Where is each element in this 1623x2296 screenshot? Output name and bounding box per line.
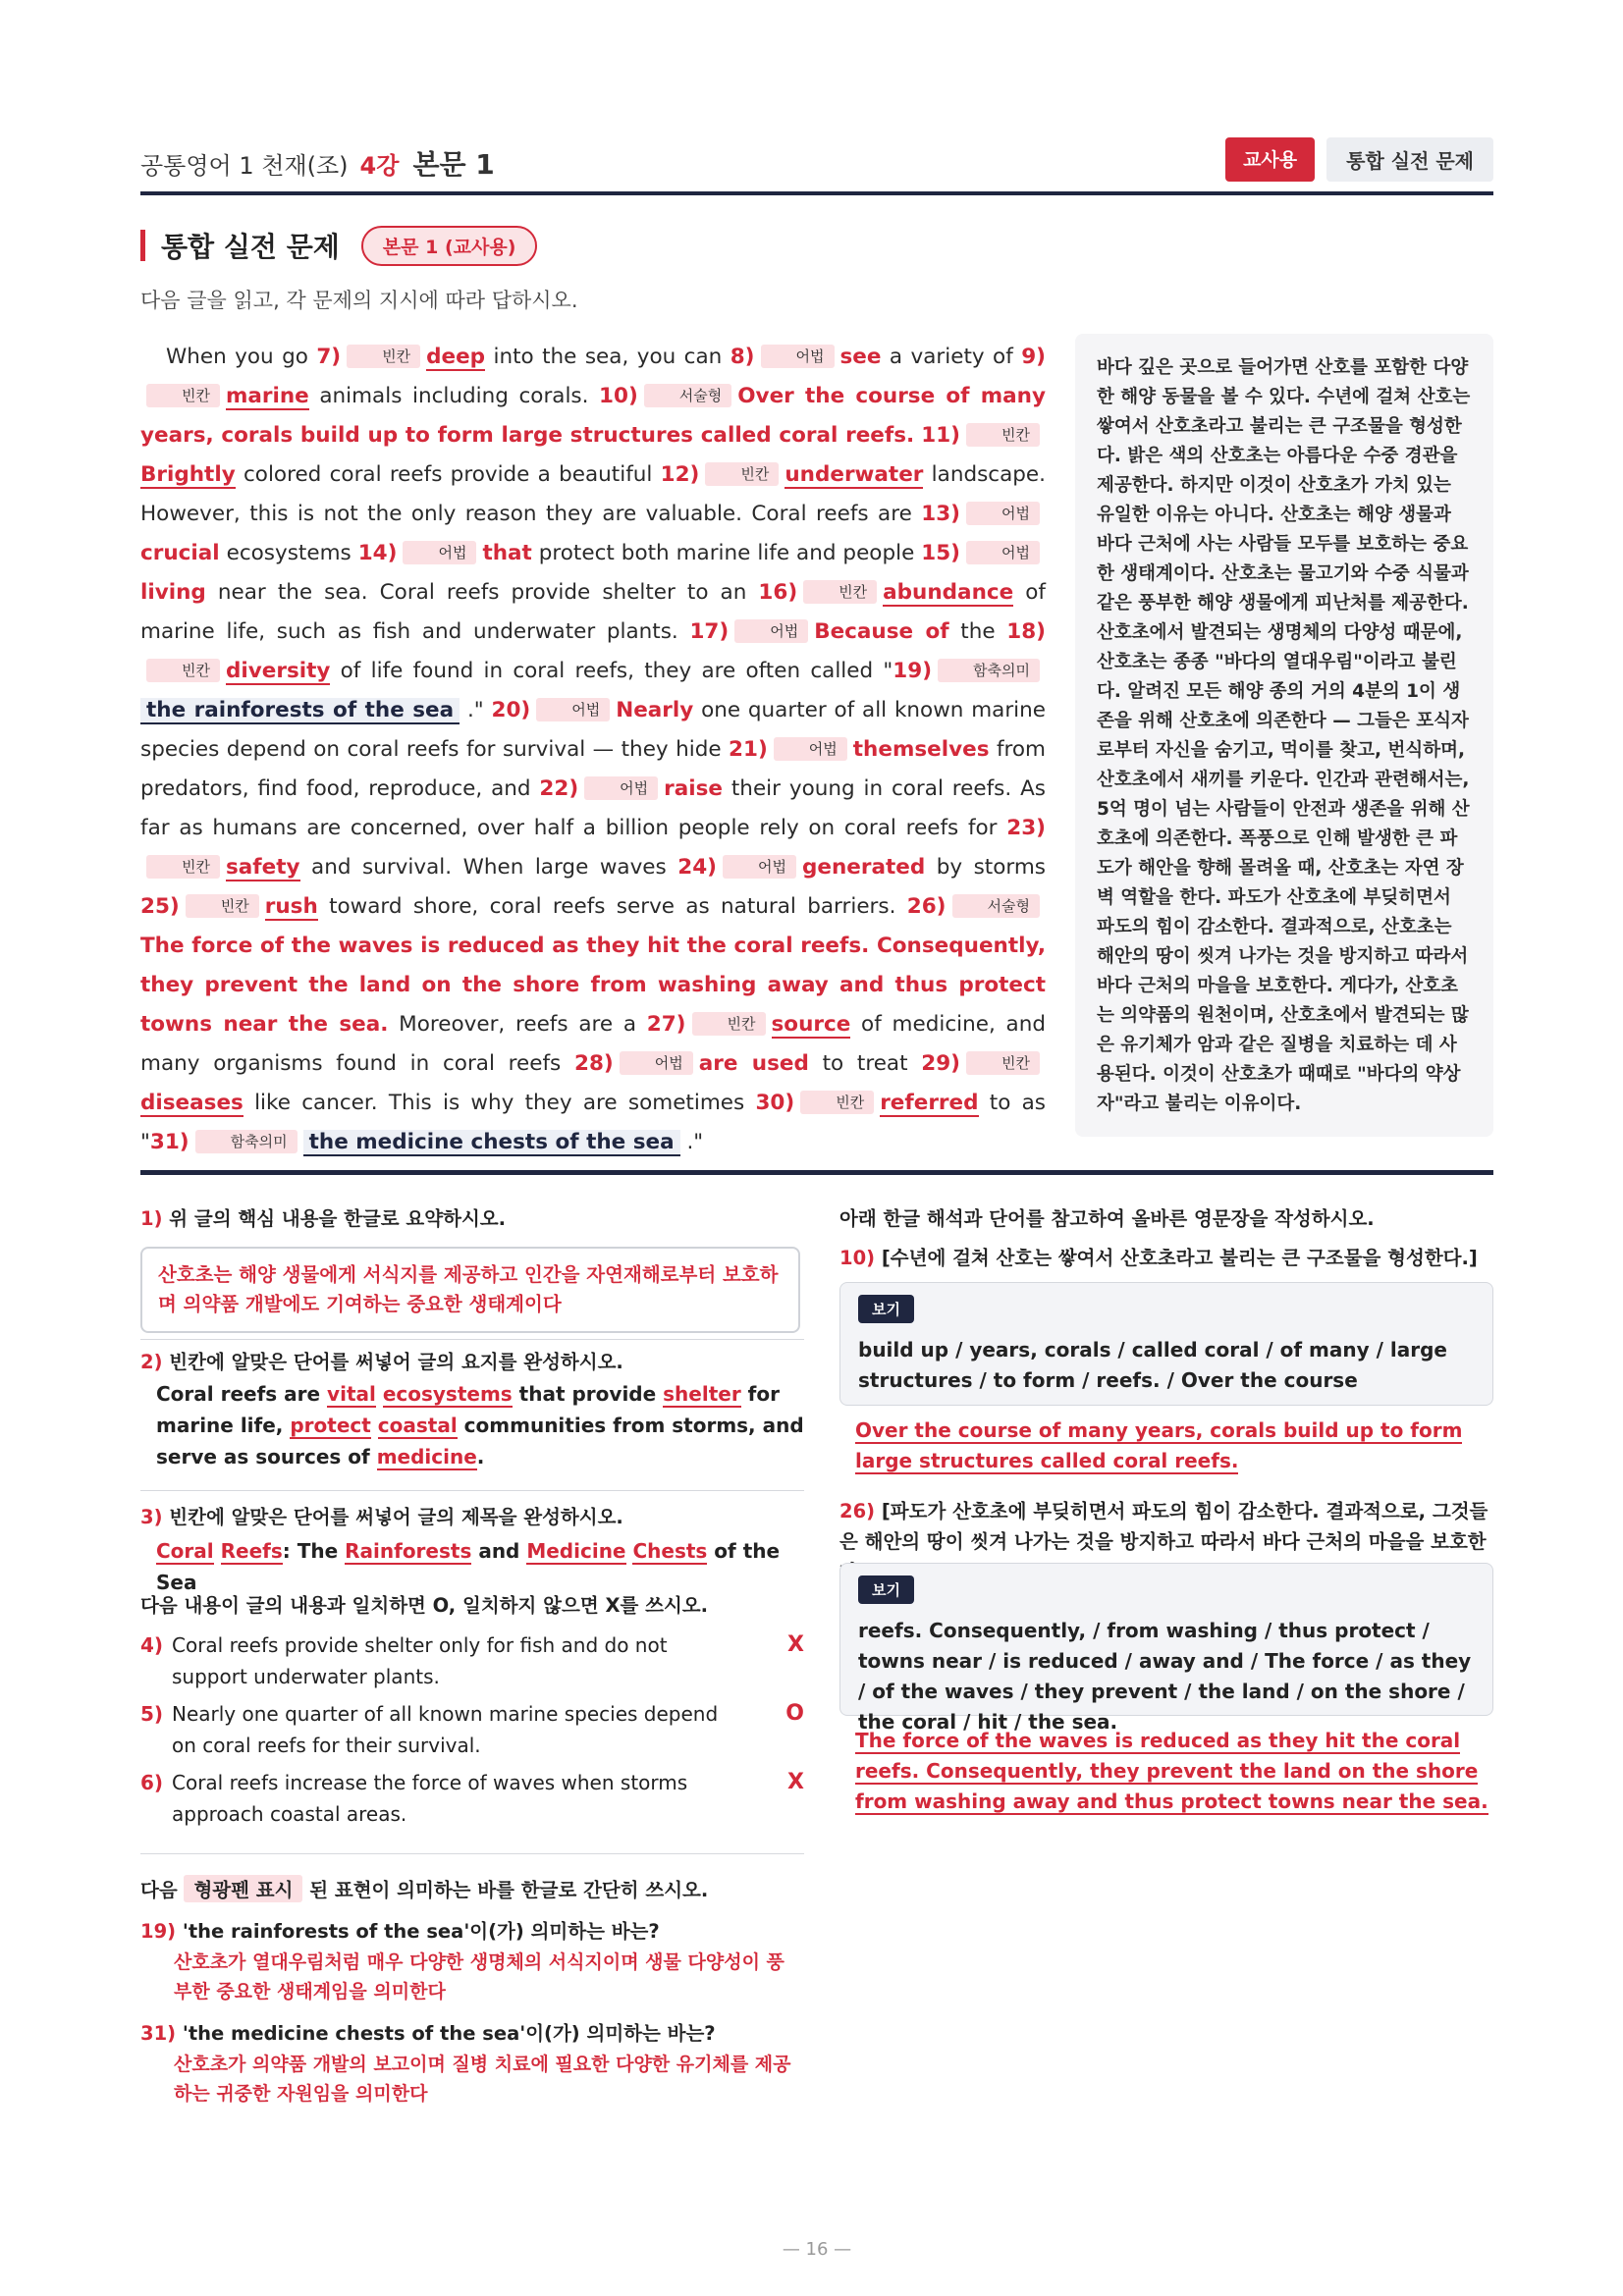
title-sentence — [156, 1535, 804, 1598]
question-text: [파도가 산호초에 부딪히면서 파도의 힘이 감소한다. 결과적으로, 그것들은 해안의 땅이 씻겨 나가는 것을 방지하고 따라서 바다 근처의 마을을 보호한 — [839, 1500, 1488, 1553]
answer-30: referred — [880, 1091, 979, 1115]
item-number: 5) — [140, 1702, 164, 1726]
passage-text: their young in coral reefs. As far as humans are concerned, over half a billion people rely on coral reefs for — [140, 776, 1046, 840]
item-mark: X — [787, 1770, 804, 1794]
fill-answer: coastal — [377, 1414, 458, 1437]
answer-text: Over the course of many years, corals build up to form large structures called coral reefs. — [855, 1418, 1463, 1472]
item-number: 19) — [893, 659, 933, 683]
separator — [140, 1490, 804, 1491]
item-mark: O — [785, 1701, 804, 1726]
page-number: — 16 — — [782, 2239, 852, 2260]
essay-tag: 서술형 — [952, 894, 1040, 918]
passage-text: ecosystems — [219, 541, 358, 565]
grammar-tag: 어법 — [620, 1051, 693, 1075]
blank-tag: 빈칸 — [146, 659, 220, 682]
fill-answer: Rainforests — [345, 1539, 472, 1563]
korean-translation: 바다 깊은 곳으로 들어가면 산호를 포함한 다양한 해양 동물을 볼 수 있다. 수년에 걸쳐 산호는 쌓여서 산호초라고 불리는 큰 구조물을 형성한다. 밝은 색의 산호초는 아름다운 수중 경관을 제공한다. 하지만 이것이 산호초가 가치 있는 유일한 이유는 아니다. 산호초는 해양 생물과 바다 근처에 사는 사람들 모두를 보호하는 중요한 생태계이다. 산호초는 물고기와 수중 식물과 같은 풍부한 해양 생물에게 피난처를 제공한다. 산호초에서 발견되는 생명체의 다양성 때문에, 산호초는 종종 "바다의 열대우림"이라고 불린다. 알려진 모든 해양 종의 거의 4분의 1이 생존을 위해 산호초에 의존한다 — 그들은 포식자로부터 자신을 숨기고, 먹이를 찾고, 번식하며, 산호초에서 새끼를 키운다. 인간과 관련해서는, 5억 명이 넘는 사람들이 안전과 생존을 위해 산호초에 의존한다. 폭풍으로 인해 발생한 큰 파도가 해안을 향해 몰려올 때, 산호초는 자연 장벽 역할을 한다. 파도가 산호초에 부딪히면서 파도의 힘이 감소한다. 결과적으로, 산호초는 해안의 땅이 씻겨 나가는 것을 방지하고 따라서 바다 근처의 마을을 보호한다. 게다가, 산호초는 의약품의 원천이며, 산호초에서 발견되는 많은 유기체가 암과 같은 질병을 치료하는 데 사용된다. 이것이 산호초가 때때로 "바다의 약상자"라고 불리는 이유이다. — [1075, 334, 1493, 1137]
answer-22: raise — [664, 776, 724, 801]
item-number: 18) — [1006, 619, 1046, 644]
highlight-19: the rainforests of the sea — [140, 698, 460, 724]
answer-24: generated — [801, 855, 926, 880]
grammar-tag: 어법 — [734, 619, 808, 643]
item-number: 30) — [755, 1091, 795, 1115]
passage-text: the — [948, 619, 1007, 644]
passage — [140, 338, 1046, 1162]
section-accent-bar — [140, 230, 145, 261]
passage-text: like cancer. This is why they are sometimes — [243, 1091, 756, 1115]
item-number: 9) — [1021, 345, 1046, 369]
fill-answer: shelter — [663, 1382, 741, 1406]
passage-text: protect both marine life and people — [531, 541, 922, 565]
grammar-tag: 어법 — [584, 776, 658, 800]
word-bank-26 — [839, 1563, 1493, 1734]
question-number: 1) — [140, 1207, 163, 1230]
passage-text: animals including corals. — [308, 384, 600, 408]
sentence-text — [214, 1539, 221, 1563]
item-number: 12) — [660, 462, 700, 487]
question-19 — [140, 1916, 660, 1944]
passage-text: of medicine, and many organisms found in coral reefs — [140, 1012, 1046, 1076]
answer-14: that — [482, 541, 532, 565]
answer-10: Over the course of many years, corals build up to form large structures called coral reefs. — [140, 384, 1046, 448]
question-number: 10) — [839, 1247, 876, 1269]
fill-answer: ecosystems — [382, 1382, 513, 1406]
answer-23: safety — [225, 855, 300, 880]
item-number: 26) — [906, 894, 947, 919]
section-pill: 본문 1 (교사용) — [361, 226, 538, 266]
question-text: [수년에 걸쳐 산호는 쌓여서 산호초라고 불리는 큰 구조물을 형성한다.] — [881, 1247, 1478, 1269]
fill-answer: Medicine — [526, 1539, 626, 1563]
question-1 — [140, 1203, 506, 1231]
blank-tag: 빈칸 — [186, 894, 259, 918]
divider-rule — [140, 1170, 1493, 1175]
question-number: 26) — [839, 1500, 876, 1522]
item-number: 13) — [921, 502, 961, 526]
question-2 — [140, 1347, 623, 1374]
meaning-tag: 함축의미 — [938, 659, 1040, 682]
blank-tag: 빈칸 — [146, 855, 220, 879]
summary-sentence — [156, 1378, 804, 1472]
passage-text: ." — [679, 1130, 704, 1154]
passage-text: into the sea, you can — [485, 345, 730, 369]
answer-11: Brightly — [140, 462, 236, 487]
item-number: 29) — [921, 1051, 961, 1076]
passage-text: near the sea. Coral reefs provide shelter to an — [205, 580, 759, 605]
fill-answer: vital — [327, 1382, 376, 1406]
blank-tag: 빈칸 — [692, 1012, 766, 1036]
grammar-tag: 어법 — [966, 541, 1040, 564]
passage-text: Moreover, reefs are a — [388, 1012, 647, 1037]
passage-text: to as " — [140, 1091, 1046, 1154]
item-number: 21) — [729, 737, 768, 762]
item-number: 6) — [140, 1771, 164, 1794]
answer-31-meaning: 산호초가 의약품 개발의 보고이며 질병 치료에 필요한 다양한 유기체를 제공하는 귀중한 자원임을 의미한다 — [174, 2054, 791, 2105]
item-number: 28) — [573, 1051, 614, 1076]
question-number: 19) — [140, 1920, 177, 1943]
item-mark: X — [787, 1632, 804, 1657]
blank-tag: 빈칸 — [966, 423, 1040, 447]
grammar-tag: 어법 — [966, 502, 1040, 525]
sentence-text: communities from storms, and serve as sources of — [156, 1414, 804, 1468]
passage-text: one quarter of all known marine species depend on coral reefs for survival — they hide — [140, 698, 1046, 762]
item-number: 31) — [149, 1130, 189, 1154]
answer-27: source — [771, 1012, 851, 1037]
separator — [140, 1339, 804, 1340]
highlight-pill: 형광펜 표시 — [184, 1875, 302, 1902]
answer-8: see — [839, 345, 882, 369]
passage-text: landscape. However, this is not the only reason they are valuable. Coral reefs are — [140, 462, 1046, 526]
blank-tag: 빈칸 — [705, 462, 779, 486]
question-text: 'the rainforests of the sea'이(가) 의미하는 바는? — [182, 1920, 660, 1943]
compose-instruction: 아래 한글 해석과 단어를 참고하여 올바른 영문장을 작성하시오. — [839, 1207, 1375, 1230]
blank-tag: 빈칸 — [347, 345, 420, 368]
passage-text: and survival. When large waves — [299, 855, 678, 880]
answer-10-sentence — [855, 1415, 1493, 1476]
sentence-text — [376, 1382, 383, 1406]
item-number: 8) — [730, 345, 755, 369]
section-name: 본문 1 — [412, 148, 495, 181]
meaning-instruction — [140, 1875, 708, 1902]
question-number: 31) — [140, 2022, 177, 2045]
passage-text: a variety of — [881, 345, 1022, 369]
passage-text: by storms — [925, 855, 1046, 880]
item-number: 15) — [921, 541, 961, 565]
page-header — [140, 135, 1493, 185]
answer-9: marine — [225, 384, 309, 408]
question-number: 3) — [140, 1506, 163, 1528]
item-number: 7) — [316, 345, 342, 369]
fill-answer: medicine — [376, 1445, 477, 1468]
answer-21: themselves — [852, 737, 990, 762]
item-number: 23) — [1006, 816, 1046, 840]
word-bank-10 — [839, 1282, 1493, 1406]
question-text: 'the medicine chests of the sea'이(가) 의미하는 바는? — [182, 2022, 716, 2045]
answer-20: Nearly — [616, 698, 694, 722]
teacher-badge: 교사용 — [1225, 137, 1315, 182]
blank-tag: 빈칸 — [966, 1051, 1040, 1075]
item-number: 27) — [646, 1012, 686, 1037]
item-text: Nearly one quarter of all known marine species depend on coral reefs for their survival. — [172, 1702, 719, 1757]
course-name: 공통영어 1 천재(조) — [140, 152, 349, 180]
question-3 — [140, 1502, 623, 1529]
tf-item — [140, 1629, 804, 1692]
passage-text: colored coral reefs provide a beautiful — [235, 462, 661, 487]
highlight-31: the medicine chests of the sea — [303, 1130, 680, 1156]
question-number: 2) — [140, 1351, 163, 1373]
passage-text: ." — [460, 698, 492, 722]
question-10 — [839, 1243, 1493, 1273]
fill-answer: Reefs — [220, 1539, 283, 1563]
instruction-text: 다음 — [140, 1879, 185, 1901]
bogi-tag: 보기 — [858, 1295, 914, 1323]
item-number: 4) — [140, 1633, 164, 1657]
sentence-text — [371, 1414, 378, 1437]
tf-item — [140, 1698, 804, 1761]
answer-25: rush — [264, 894, 318, 919]
answer-13: crucial — [140, 541, 220, 565]
passage-text: to treat — [808, 1051, 922, 1076]
answer-12: underwater — [784, 462, 924, 487]
answer-box-1: 산호초는 해양 생물에게 서식지를 제공하고 인간을 자연재해로부터 보호하며 의약품 개발에도 기여하는 중요한 생태계이다 — [140, 1247, 800, 1333]
header-rule — [140, 191, 1493, 195]
item-number: 11) — [921, 423, 961, 448]
fill-answer: protect — [290, 1414, 371, 1437]
answer-15: living — [140, 580, 206, 605]
item-text: Coral reefs increase the force of waves when storms approach coastal areas. — [172, 1771, 688, 1826]
item-number: 22) — [539, 776, 579, 801]
question-text: 위 글의 핵심 내용을 한글로 요약하시오. — [169, 1207, 507, 1230]
grammar-tag: 어법 — [761, 345, 835, 368]
sentence-text: and — [471, 1539, 527, 1563]
essay-tag: 서술형 — [644, 384, 731, 407]
answer-19-meaning: 산호초가 열대우림처럼 매우 다양한 생명체의 서식지이며 생물 다양성이 풍부한 중요한 생태계임을 의미한다 — [174, 1951, 784, 2002]
passage-text: toward shore, coral reefs serve as natural barriers. — [317, 894, 907, 919]
item-number: 10) — [599, 384, 638, 408]
answer-26-sentence — [855, 1726, 1493, 1817]
sentence-text: for marine life, — [156, 1382, 780, 1437]
grammar-tag: 어법 — [723, 855, 796, 879]
question-text: 빈칸에 알맞은 단어를 써넣어 글의 요지를 완성하시오. — [169, 1351, 623, 1373]
sentence-text: that provide — [512, 1382, 664, 1406]
header-badges — [1225, 137, 1493, 182]
blank-tag: 빈칸 — [146, 384, 220, 407]
section-heading — [140, 224, 537, 267]
header-title — [140, 143, 495, 183]
instruction-text: 된 표현이 의미하는 바를 한글로 간단히 쓰시오. — [302, 1879, 709, 1901]
answer-29: diseases — [140, 1091, 243, 1115]
bogi-tag: 보기 — [858, 1575, 914, 1604]
lecture-number: 4강 — [359, 152, 400, 180]
answer-28: are used — [698, 1051, 809, 1076]
item-number: 24) — [677, 855, 717, 880]
grammar-tag: 어법 — [536, 698, 610, 721]
question-31 — [140, 2018, 716, 2046]
sentence-text: : The — [282, 1539, 346, 1563]
item-text: Coral reefs provide shelter only for fish and do not support underwater plants. — [172, 1633, 668, 1688]
blank-tag: 빈칸 — [803, 580, 877, 604]
blank-tag: 빈칸 — [800, 1091, 874, 1114]
item-number: 14) — [357, 541, 398, 565]
meaning-tag: 함축의미 — [195, 1130, 298, 1153]
grammar-tag: 어법 — [403, 541, 476, 564]
answer-18: diversity — [225, 659, 331, 683]
sentence-text: of the Sea — [156, 1539, 781, 1594]
type-badge: 통합 실전 문제 — [1326, 137, 1493, 182]
passage-text: of marine life, such as fish and underwater plants. — [140, 580, 1046, 644]
tf-instruction: 다음 내용이 글의 내용과 일치하면 O, 일치하지 않으면 X를 쓰시오. — [140, 1594, 709, 1617]
instruction: 다음 글을 읽고, 각 문제의 지시에 따라 답하시오. — [140, 289, 578, 312]
passage-text: When you go — [166, 345, 317, 369]
fill-answer: Coral — [156, 1539, 214, 1563]
answer-17: Because of — [814, 619, 949, 644]
fill-answer: Chests — [632, 1539, 708, 1563]
tf-item — [140, 1767, 804, 1830]
answer-7: deep — [426, 345, 486, 369]
grammar-tag: 어법 — [774, 737, 847, 761]
passage-text: from predators, find food, reproduce, and — [140, 737, 1046, 801]
answer-text: The force of the waves is reduced as they hit the coral reefs. Consequently, they prevent the land on the shore from washing away and thus protect towns near the sea. — [855, 1729, 1488, 1813]
sentence-text: . — [476, 1445, 485, 1468]
separator — [140, 1853, 804, 1854]
item-number: 20) — [491, 698, 531, 722]
item-number: 25) — [140, 894, 180, 919]
word-bank-text: build up / years, corals / called coral / of many / large structures / to form / reefs. / Over the course — [858, 1338, 1447, 1392]
passage-text: of life found in coral reefs, they are often called " — [330, 659, 893, 683]
sentence-text: Coral reefs are — [156, 1382, 328, 1406]
answer-26: The force of the waves is reduced as they hit the coral reefs. Consequently, they prevent the land on the shore from washing away and thus protect towns near the sea. — [140, 934, 1046, 1037]
section-title: 통합 실전 문제 — [161, 231, 340, 263]
item-number: 17) — [689, 619, 730, 644]
item-number: 16) — [758, 580, 798, 605]
word-bank-text: reefs. Consequently, / from washing / thus protect / towns near / is reduced / away and / The force / as they / of the waves / they prevent / the land / on the shore / the coral / hit / the sea. — [858, 1619, 1472, 1734]
question-text: 빈칸에 알맞은 단어를 써넣어 글의 제목을 완성하시오. — [169, 1506, 623, 1528]
answer-16: abundance — [883, 580, 1014, 605]
